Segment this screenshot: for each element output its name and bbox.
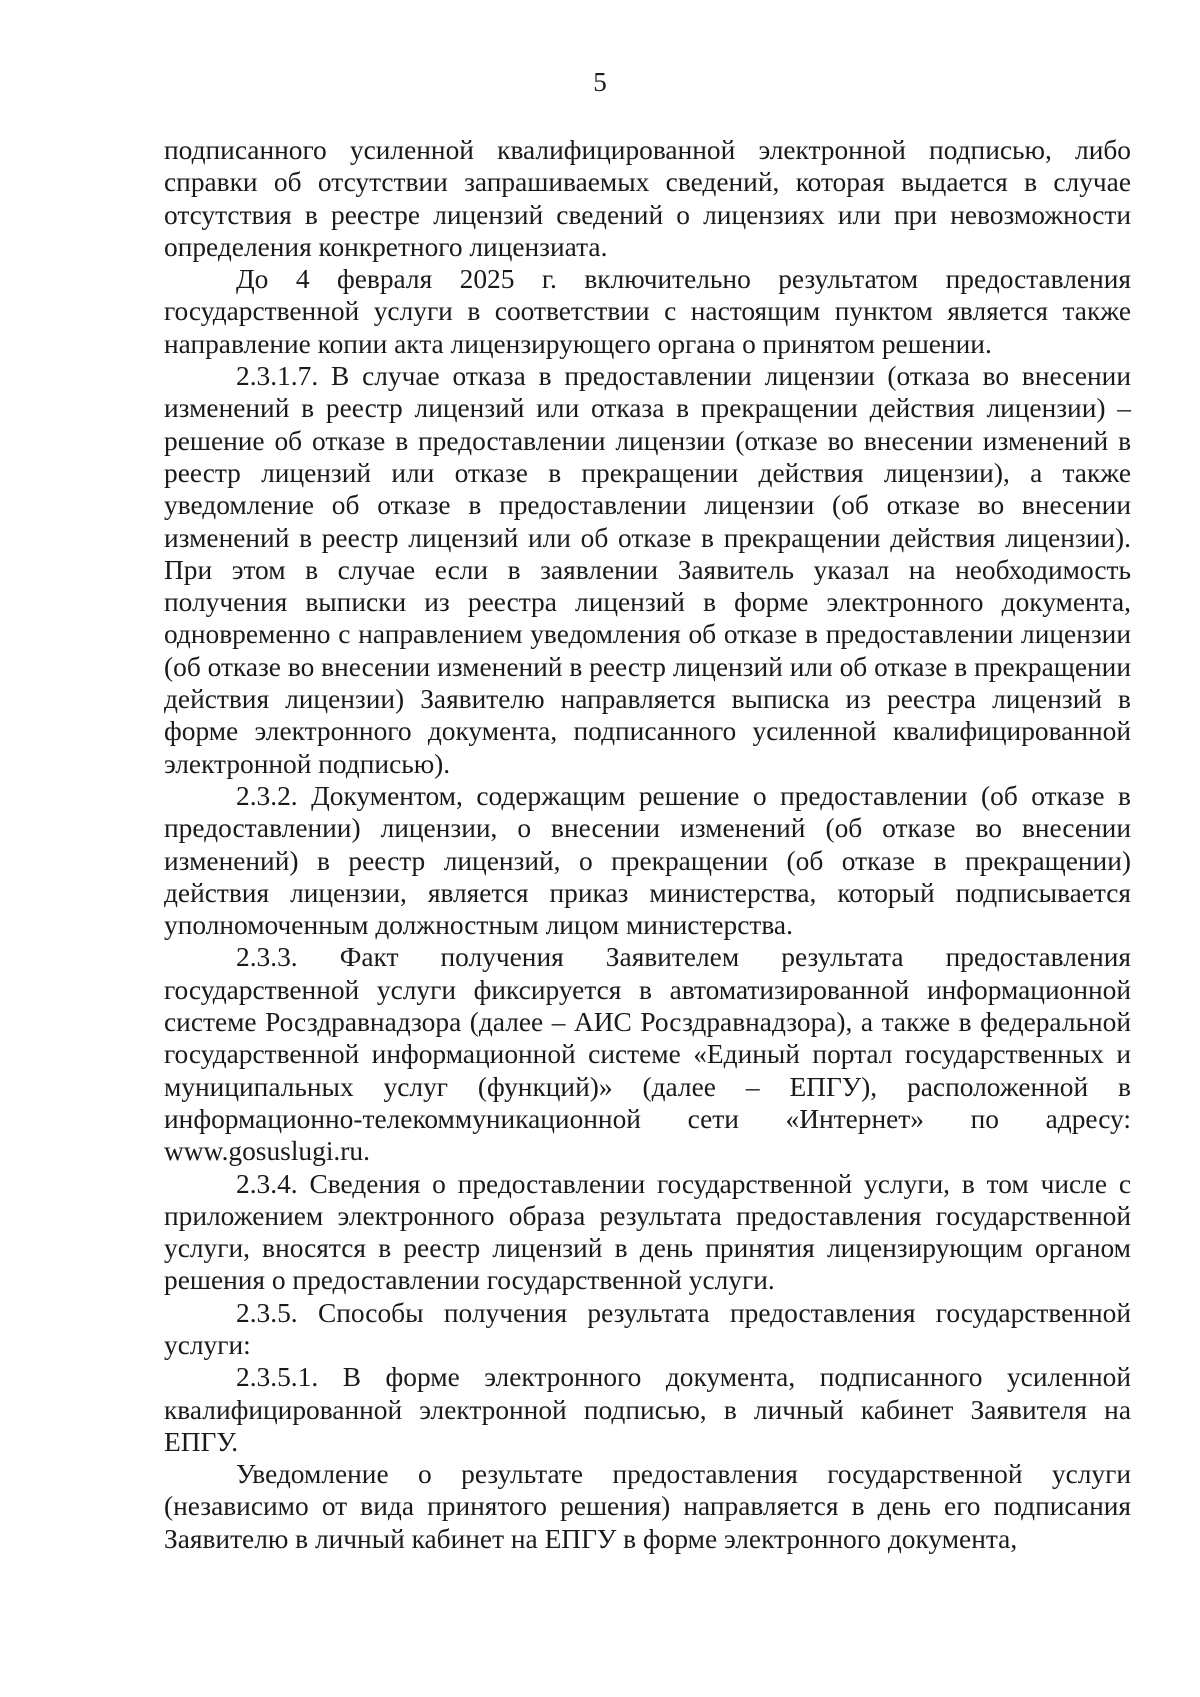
paragraph-2-3-5-1: 2.3.5.1. В форме электронного документа, подписанного усиленной квалифицированной электронной подписью, в личный кабинет Заявителя на ЕПГУ.: [164, 1362, 1131, 1457]
paragraph-notification: Уведомление о результате предоставления государственной услуги (независимо от вида принятого решения) направляется в день его подписания Заявителю в личный кабинет на ЕПГУ в форме электронного документа,: [164, 1459, 1131, 1554]
paragraph-continuation: подписанного усиленной квалифицированной электронной подписью, либо справки об отсутствии запрашиваемых сведений, которая выдается в случае отсутствия в реестре лицензий сведений о лицензиях или при невозможности определения конкретного лицензиата.: [164, 135, 1131, 262]
document-body: [164, 134, 1131, 1555]
paragraph-2-3-1-7: 2.3.1.7. В случае отказа в предоставлении лицензии (отказа во внесении изменений в реестр лицензий или отказа в прекращении действия лицензии) – решение об отказе в предоставлении лицензии (отказе во внесении изменений в реестр лицензий или отказе в прекращении действия лицензии), а также уведомление об отказе в предоставлении лицензии (об отказе во внесении изменений в реестр лицензий или об отказе в прекращении действия лицензии). При этом в случае если в заявлении Заявитель указал на необходимость получения выписки из реестра лицензий в форме электронного документа, одновременно с направлением уведомления об отказе в предоставлении лицензии (об отказе во внесении изменений в реестр лицензий или об отказе в прекращении действия лицензии) Заявителю направляется выписка из реестра лицензий в форме электронного документа, подписанного усиленной квалифицированной электронной подписью).: [164, 361, 1131, 779]
paragraph-2-3-5: 2.3.5. Способы получения результата предоставления государственной услуги:: [164, 1297, 1131, 1360]
paragraph-deadline-note: До 4 февраля 2025 г. включительно результатом предоставления государственной услуги в соответствии с настоящим пунктом является также направление копии акта лицензирующего органа о принятом решении.: [164, 264, 1131, 359]
paragraph-2-3-3: 2.3.3. Факт получения Заявителем результата предоставления государственной услуги фиксируется в автоматизированной информационной системе Росздравнадзора (далее – АИС Росздравнадзора), а также в федеральной государственной информационной системе «Единый портал государственных и муниципальных услуг (функций)» (далее – ЕПГУ), расположенной в информационно-телекоммуникационной сети «Интернет» по адресу: www.gosuslugi.ru.: [164, 942, 1131, 1167]
page-number: 5: [593, 67, 607, 97]
paragraph-2-3-2: 2.3.2. Документом, содержащим решение о предоставлении (об отказе в предоставлении) лицензии, о внесении изменений (об отказе во внесении изменений) в реестр лицензий, о прекращении (об отказе в прекращении) действия лицензии, является приказ министерства, который подписывается уполномоченным должностным лицом министерства.: [164, 780, 1131, 941]
paragraph-2-3-4: 2.3.4. Сведения о предоставлении государственной услуги, в том числе с приложением электронного образа результата предоставления государственной услуги, вносятся в реестр лицензий в день принятия лицензирующим органом решения о предоставлении государственной услуги.: [164, 1168, 1131, 1296]
